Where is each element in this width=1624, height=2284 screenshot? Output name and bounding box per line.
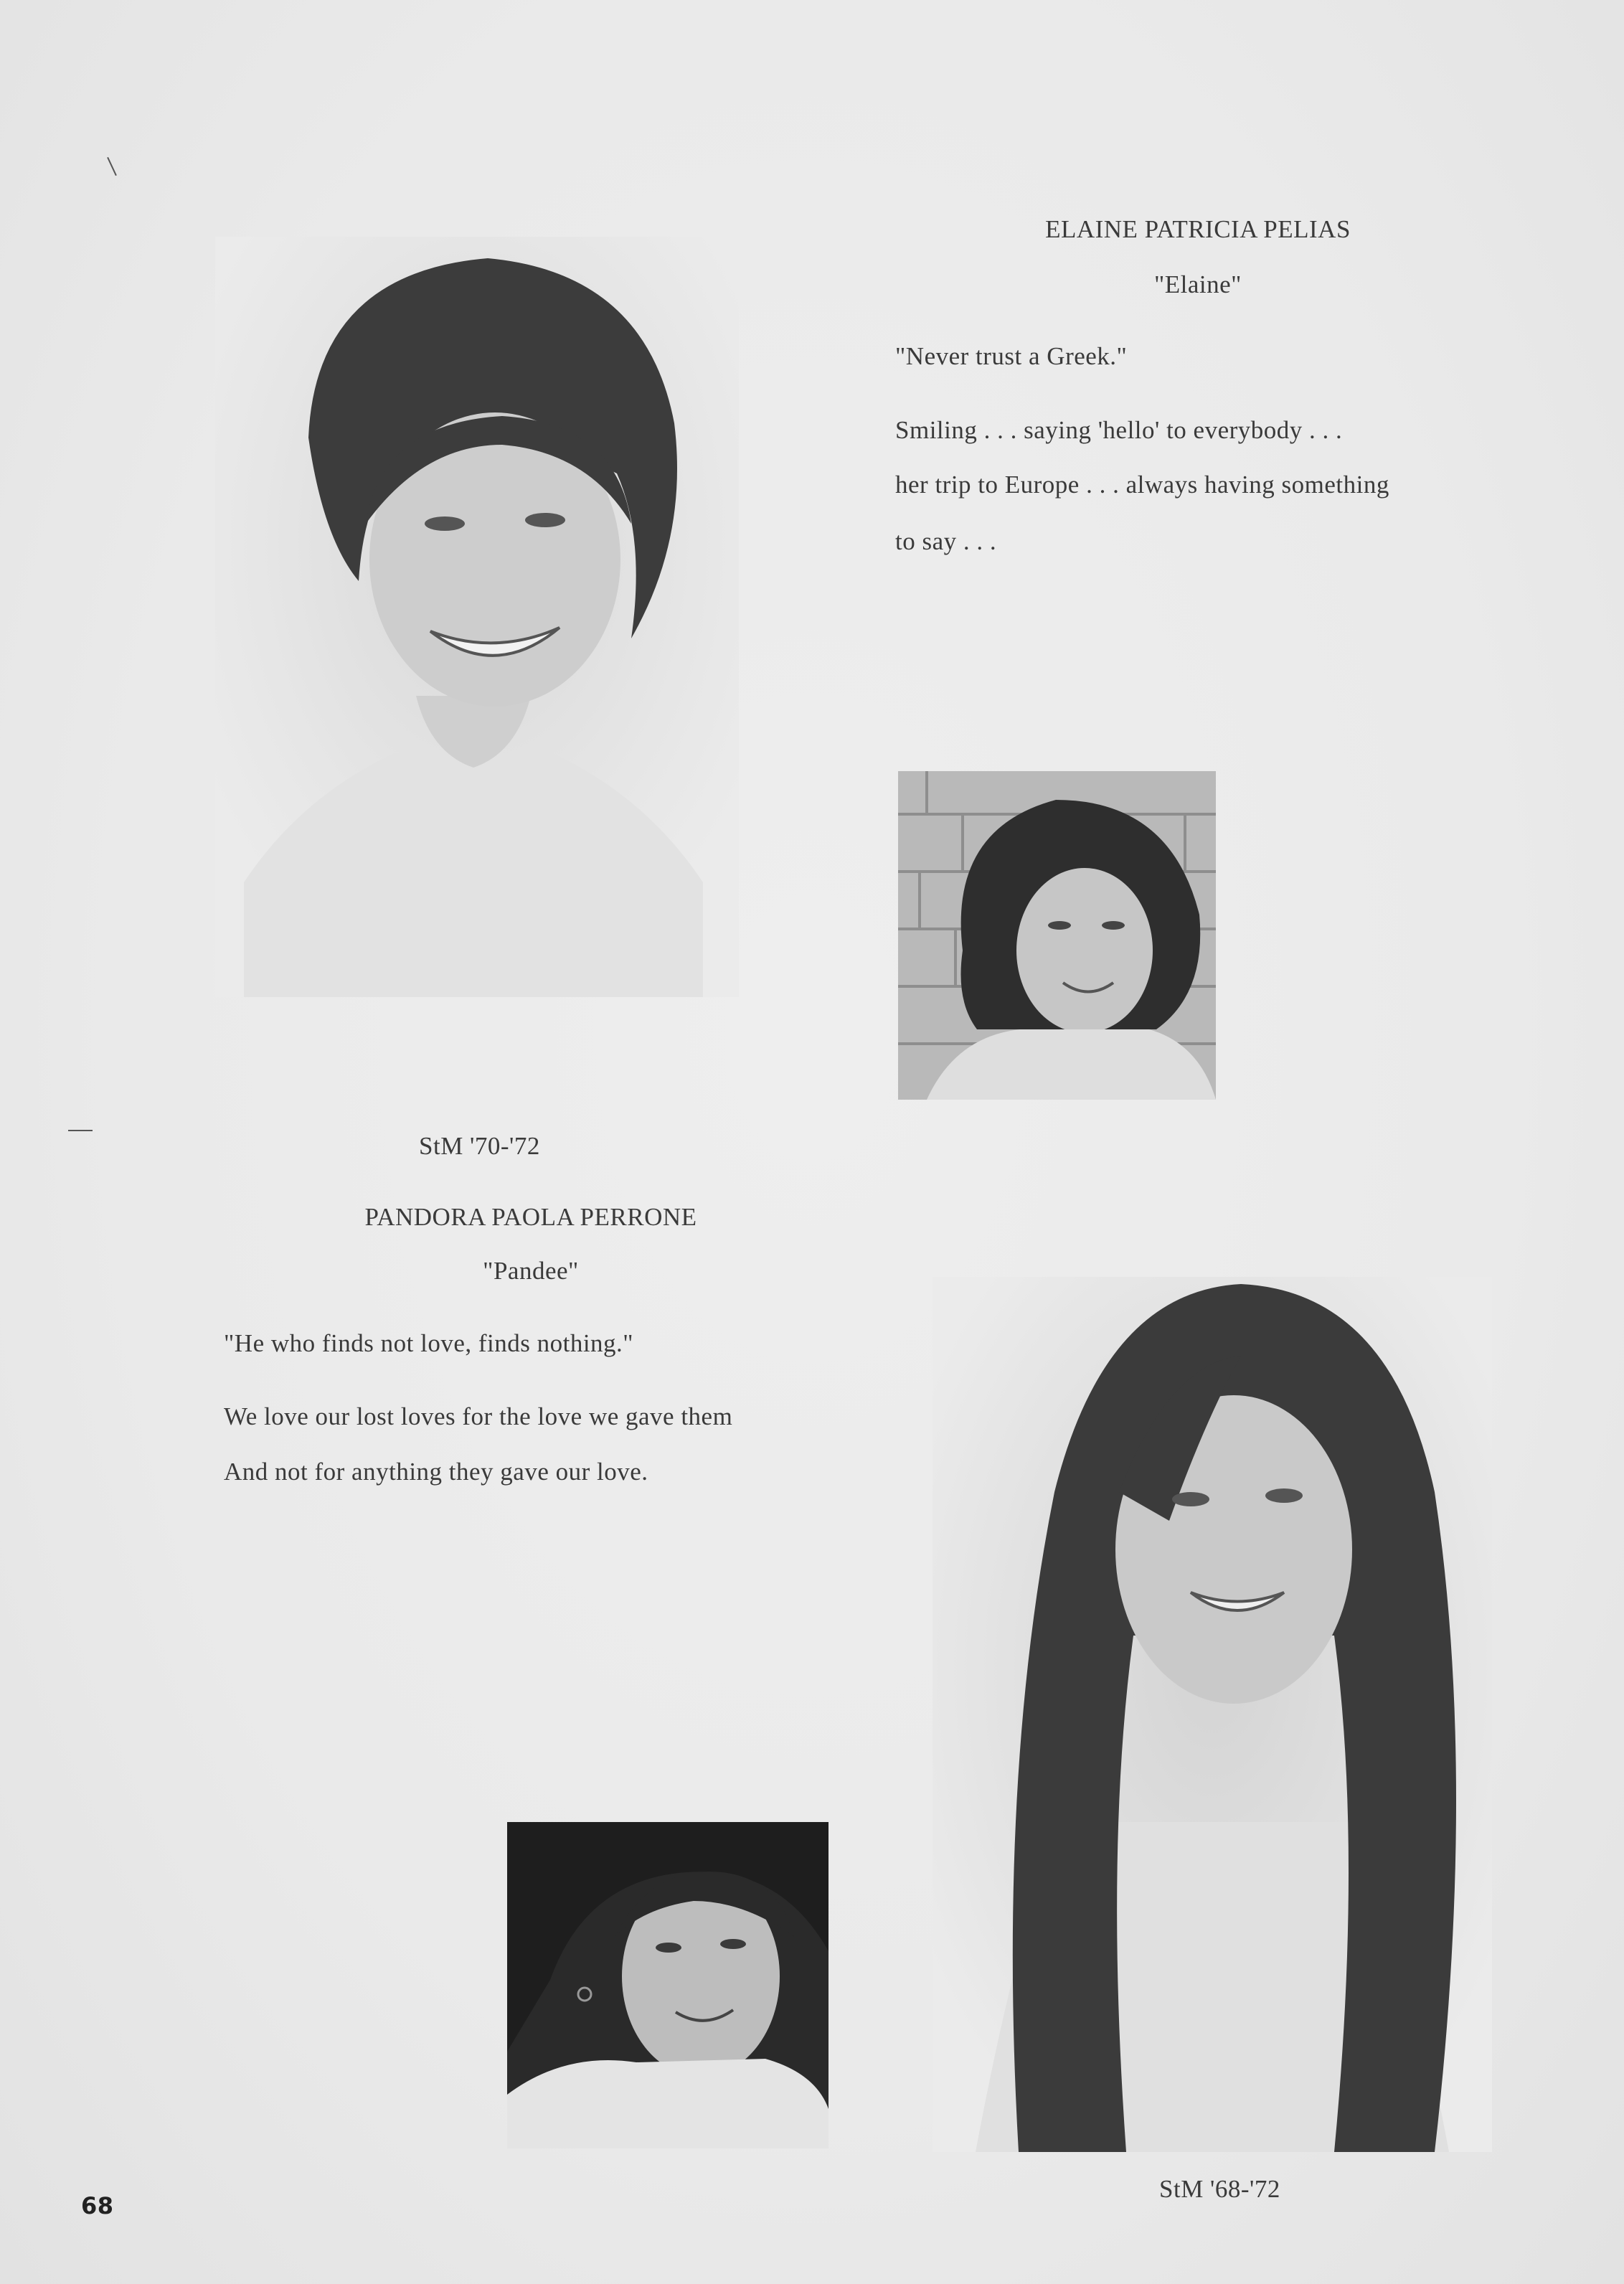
elaine-quote: "Never trust a Greek." — [895, 342, 1128, 370]
pandora-nickname: "Pandee" — [483, 1257, 579, 1285]
elaine-candid-photo — [898, 771, 1216, 1100]
scan-mark — [68, 1130, 93, 1131]
elaine-description-line: Smiling . . . saying 'hello' to everybody . . . — [895, 416, 1343, 444]
elaine-name: ELAINE PATRICIA PELIAS — [1045, 215, 1351, 243]
pandora-description-line: And not for anything they gave our love. — [224, 1458, 648, 1486]
pandora-candid-photo — [507, 1822, 828, 2148]
elaine-senior-portrait — [215, 237, 739, 997]
pandora-years: StM '68-'72 — [1159, 2175, 1280, 2203]
page-number: 68 — [81, 2192, 114, 2219]
elaine-nickname: "Elaine" — [1154, 270, 1242, 298]
pandora-senior-portrait — [933, 1277, 1492, 2152]
elaine-description-line: to say . . . — [895, 527, 997, 555]
pandora-description-line: We love our lost loves for the love we gave them — [224, 1402, 733, 1430]
elaine-years: StM '70-'72 — [419, 1132, 540, 1160]
pandora-name: PANDORA PAOLA PERRONE — [364, 1203, 697, 1231]
elaine-description-line: her trip to Europe . . . always having something — [895, 471, 1389, 499]
pandora-quote: "He who finds not love, finds nothing." — [224, 1329, 634, 1357]
